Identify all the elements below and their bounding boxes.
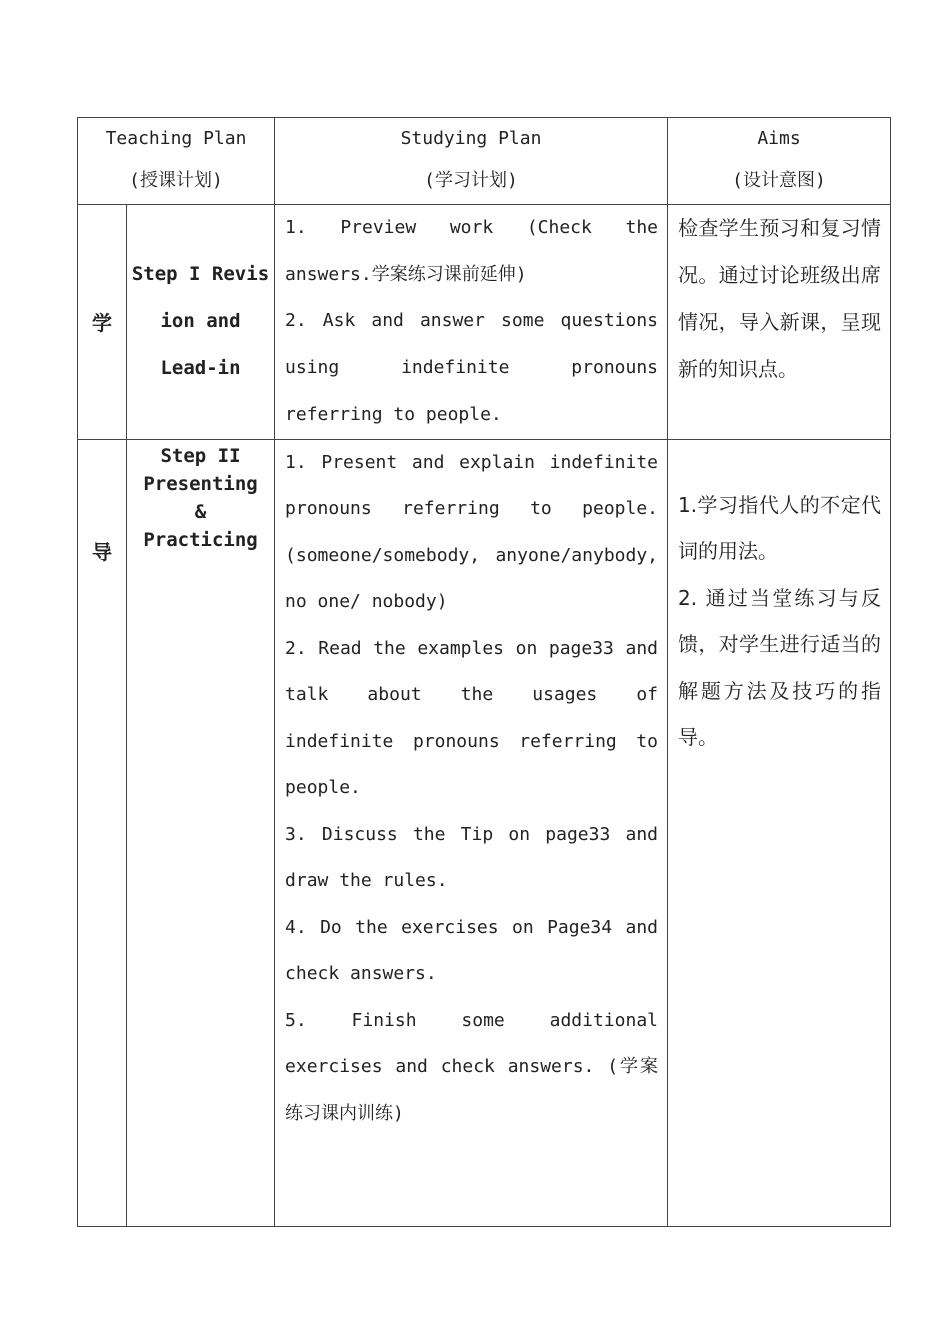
header-teaching-zh: (授课计划) xyxy=(129,170,223,191)
aim-item: 2. 通过当堂练习与反馈，对学生进行适当的解题方法及技巧的指导。 xyxy=(678,585,882,750)
header-studying-plan xyxy=(275,118,668,205)
header-aims-zh: (设计意图) xyxy=(732,170,826,191)
header-teaching-en: Teaching Plan xyxy=(105,128,247,149)
plan-item: 1. Present and explain indefinite pronouns referring to people. (someone/somebody, anyone/anybody, no one/ nobody) xyxy=(285,451,659,613)
header-studying-zh: (学习计划) xyxy=(424,170,518,191)
step-title xyxy=(127,205,275,440)
step-title-line: Lead-in xyxy=(160,357,241,380)
header-row xyxy=(78,118,891,205)
plan-item: 3. Discuss the Tip on page33 and draw the rules. xyxy=(285,823,659,892)
table-row-step2 xyxy=(78,439,891,1226)
table-row-step1 xyxy=(78,205,891,440)
header-aims xyxy=(668,118,891,205)
aim-item: 1.学习指代人的不定代词的用法。 xyxy=(678,492,882,564)
teaching-plan-table xyxy=(77,117,891,1227)
header-aims-en: Aims xyxy=(757,128,801,149)
stage-label: 导 xyxy=(78,439,127,1226)
step-title-line: Practicing xyxy=(143,528,258,551)
stage-label: 学 xyxy=(78,205,127,440)
header-studying-en: Studying Plan xyxy=(400,128,542,149)
plan-item: 2. Ask and answer some questions using indefinite pronouns referring to people. xyxy=(285,310,659,425)
plan-item: 2. Read the examples on page33 and talk about the usages of indefinite pronouns referring to people. xyxy=(285,637,659,799)
header-teaching-plan xyxy=(78,118,275,205)
aims-cell xyxy=(668,439,891,1226)
aims-cell xyxy=(668,205,891,440)
plan-item: 4. Do the exercises on Page34 and check answers. xyxy=(285,916,659,985)
studying-plan-cell xyxy=(275,439,668,1226)
step-title-line: Presenting xyxy=(143,472,258,495)
studying-plan-cell xyxy=(275,205,668,440)
step-title-line: Step II xyxy=(160,444,241,467)
step-title-line: Step I Revis xyxy=(131,263,270,286)
plan-item: 5. Finish some additional exercises and check answers. (学案练习课内训练) xyxy=(285,1009,659,1124)
step-title-line: ion and xyxy=(160,310,241,333)
step-title xyxy=(127,439,275,1226)
aim-item: 检查学生预习和复习情况。通过讨论班级出席情况，导入新课，呈现新的知识点。 xyxy=(678,216,882,381)
plan-item: 1. Preview work (Check the answers.学案练习课前延伸) xyxy=(285,217,659,285)
step-title-line: & xyxy=(194,500,207,523)
